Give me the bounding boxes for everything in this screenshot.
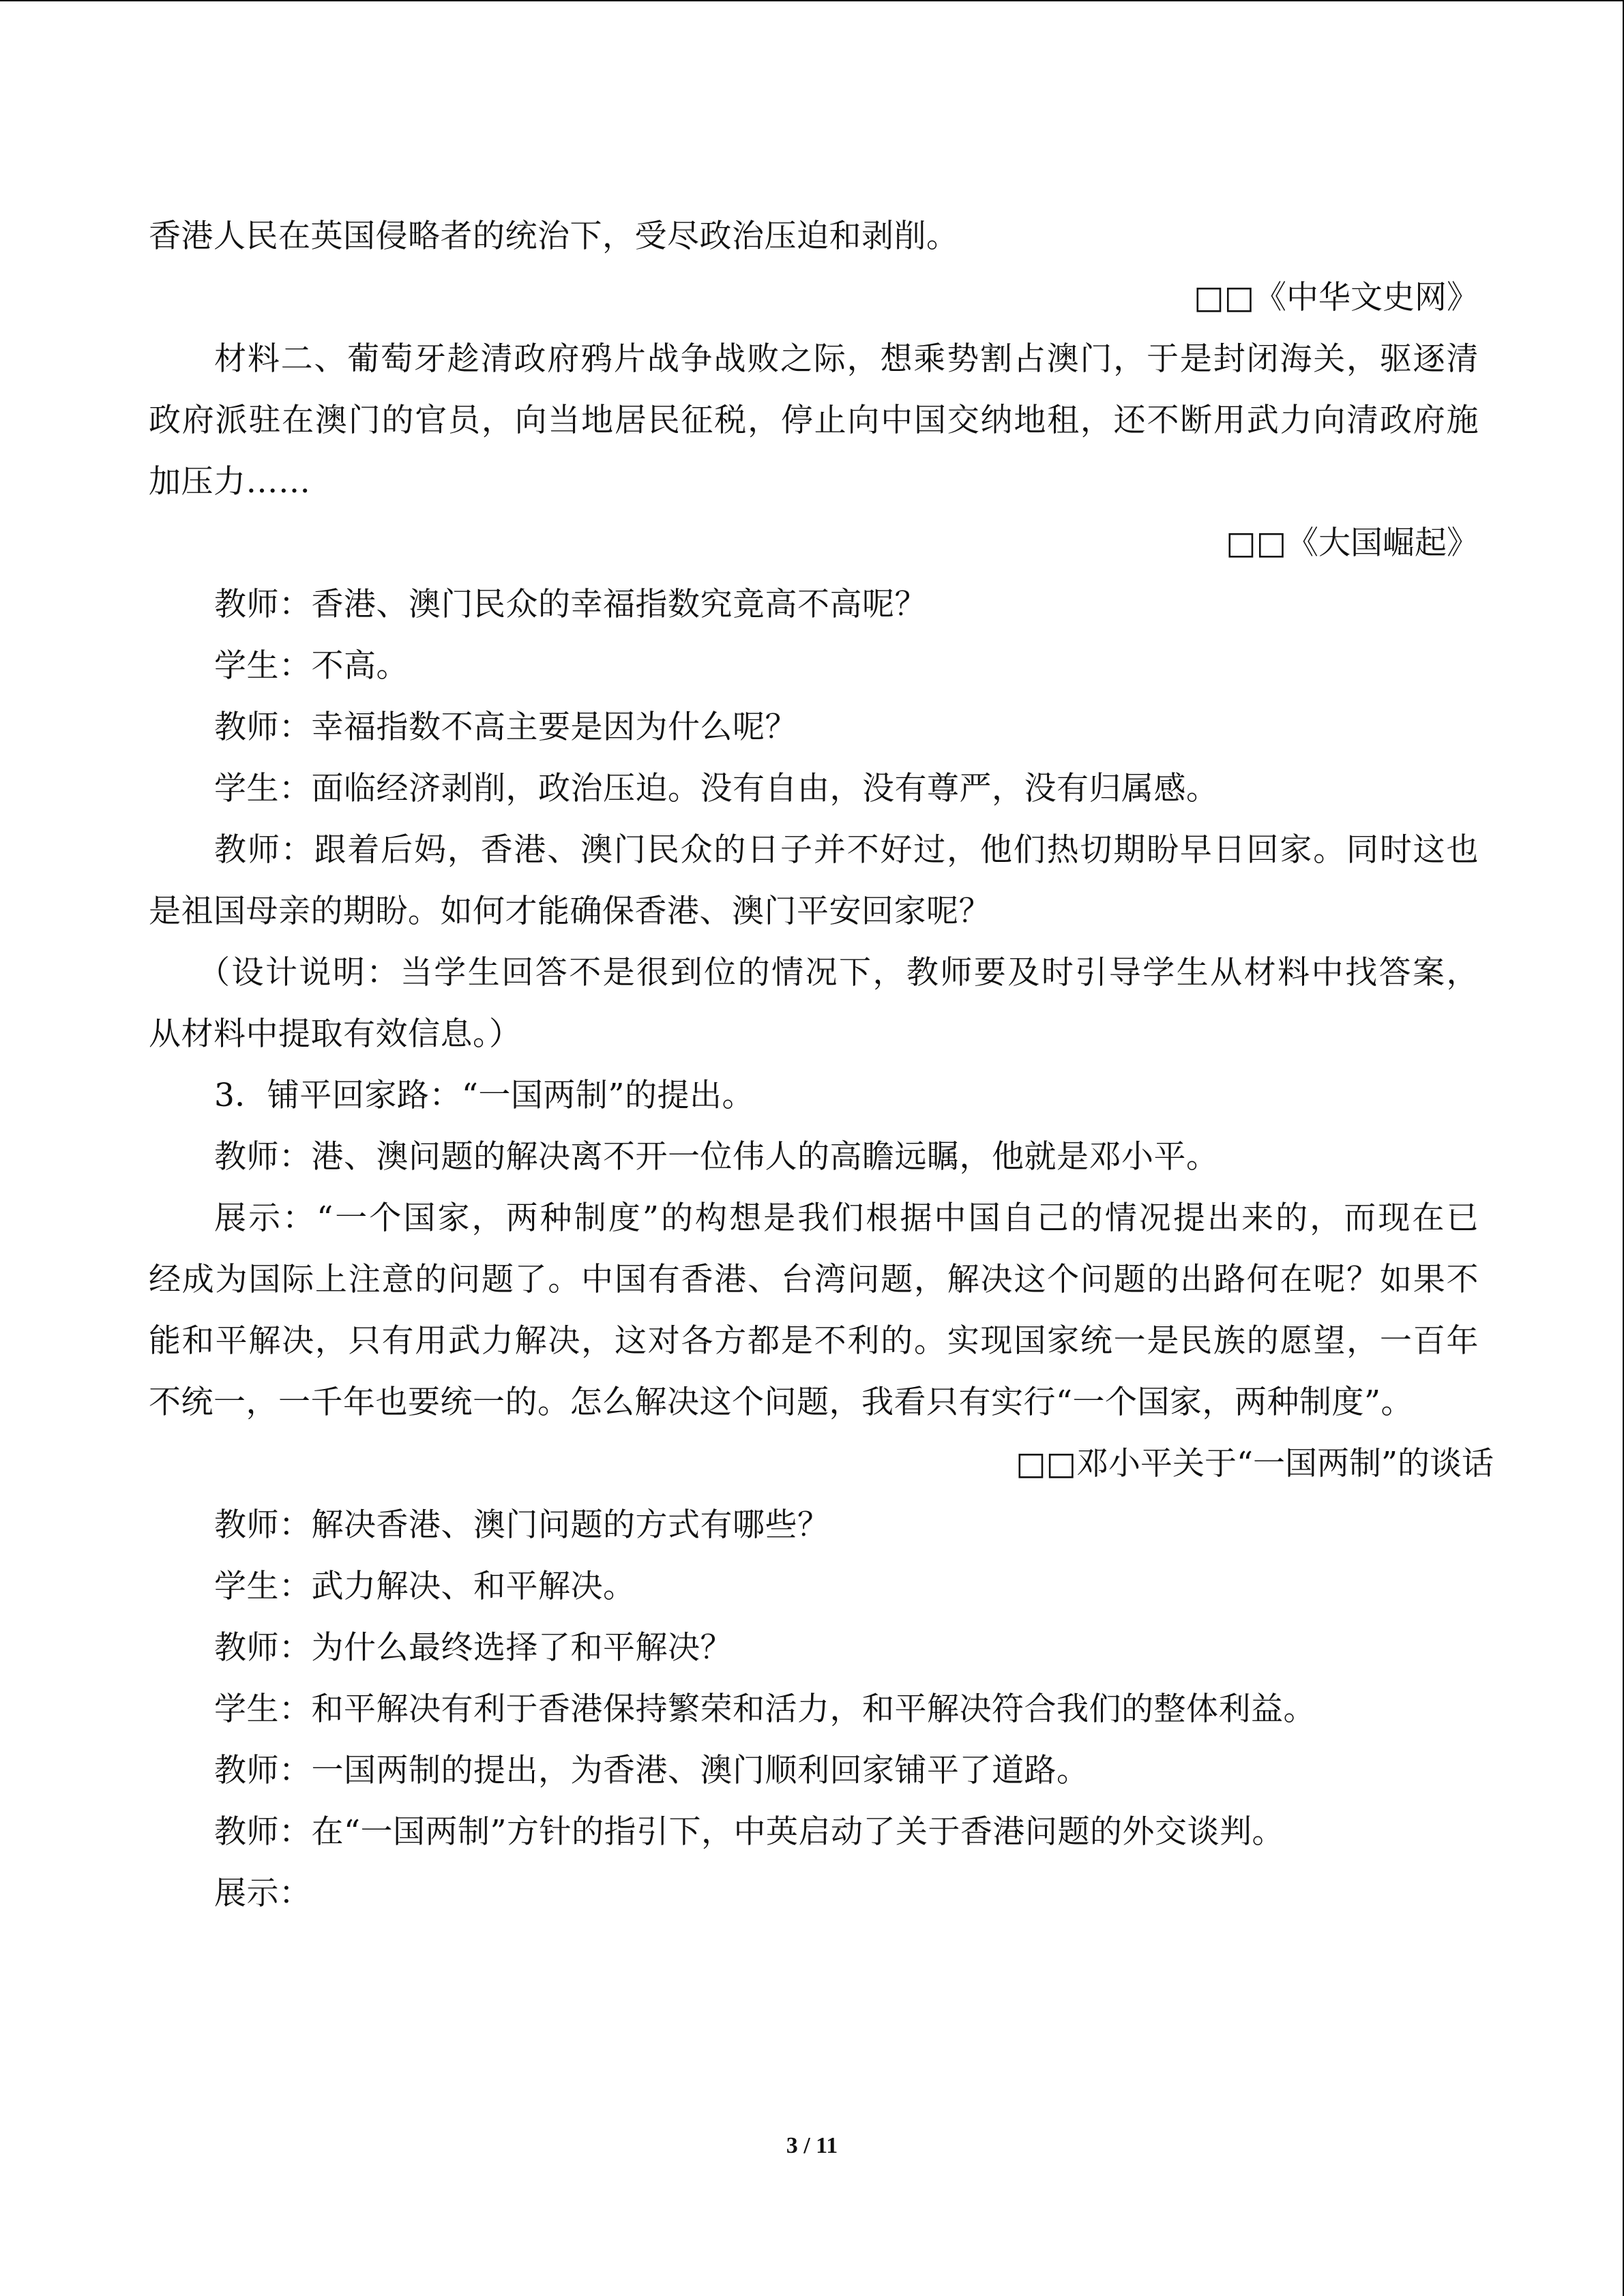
source-citation: □□《中华文史网》 [1194,279,1479,316]
dialogue-line: 教师：香港、澳门民众的幸福指数究竟高不高呢？ [214,586,927,623]
quote-line: 经成为国际上注意的问题了。中国有香港、台湾问题，解决这个问题的出路何在呢？如果不 [149,1261,1479,1298]
dialogue-line: 教师：为什么最终选择了和平解决？ [214,1629,733,1667]
dialogue-line: 教师：解决香港、澳门问题的方式有哪些？ [214,1506,830,1544]
dialogue-line: 教师：在“一国两制”方针的指引下，中英启动了关于香港问题的外交谈判。 [214,1813,1285,1851]
dialogue-line: 展示： [214,1875,312,1912]
document-body [149,206,1494,1924]
dialogue-line: 学生：武力解决、和平解决。 [214,1568,636,1605]
dialogue-line: 学生：和平解决有利于香港保持繁荣和活力，和平解决符合我们的整体利益。 [214,1690,1316,1728]
dialogue-line: 教师：一国两制的提出，为香港、澳门顺利回家铺平了道路。 [214,1752,1089,1789]
page-number: 3 / 11 [786,2133,838,2158]
source-citation: □□《大国崛起》 [1226,524,1479,562]
source-citation: □□邓小平关于“一国两制”的谈话 [1016,1445,1494,1482]
quote-line: 展示：“一个国家，两种制度”的构想是我们根据中国自己的情况提出来的，而现在已 [214,1199,1479,1237]
dialogue-line: 教师：幸福指数不高主要是因为什么呢？ [214,709,797,746]
material-two-line: 材料二、葡萄牙趁清政府鸦片战争战败之际，想乘势割占澳门，于是封闭海关，驱逐清 [214,340,1479,378]
dialogue-line: 学生：面临经济剥削，政治压迫。没有自由，没有尊严，没有归属感。 [214,770,1219,807]
design-note-line: 从材料中提取有效信息。） [149,1015,522,1053]
dialogue-line: 学生：不高。 [214,647,409,685]
quote-line: 能和平解决，只有用武力解决，这对各方都是不利的。实现国家统一是民族的愿望，一百年 [149,1322,1479,1360]
dialogue-line: 是祖国母亲的期盼。如何才能确保香港、澳门平安回家呢？ [149,893,991,930]
quote-line: 不统一，一千年也要统一的。怎么解决这个问题，我看只有实行“一个国家，两种制度”。 [149,1384,1414,1421]
material-two-line: 政府派驻在澳门的官员，向当地居民征税，停止向中国交纳地租，还不断用武力向清政府施 [149,402,1479,439]
section-heading: 3．铺平回家路：“一国两制”的提出。 [214,1077,754,1114]
dialogue-line: 教师：跟着后妈，香港、澳门民众的日子并不好过，他们热切期盼早日回家。同时这也 [214,831,1479,869]
paragraph-line: 香港人民在英国侵略者的统治下，受尽政治压迫和剥削。 [149,218,959,255]
dialogue-line: 教师：港、澳问题的解决离不开一位伟人的高瞻远瞩，他就是邓小平。 [214,1138,1219,1176]
material-two-line: 加压力…… [149,463,311,501]
design-note-line: （设计说明：当学生回答不是很到位的情况下，教师要及时引导学生从材料中找答案， [198,954,1479,992]
